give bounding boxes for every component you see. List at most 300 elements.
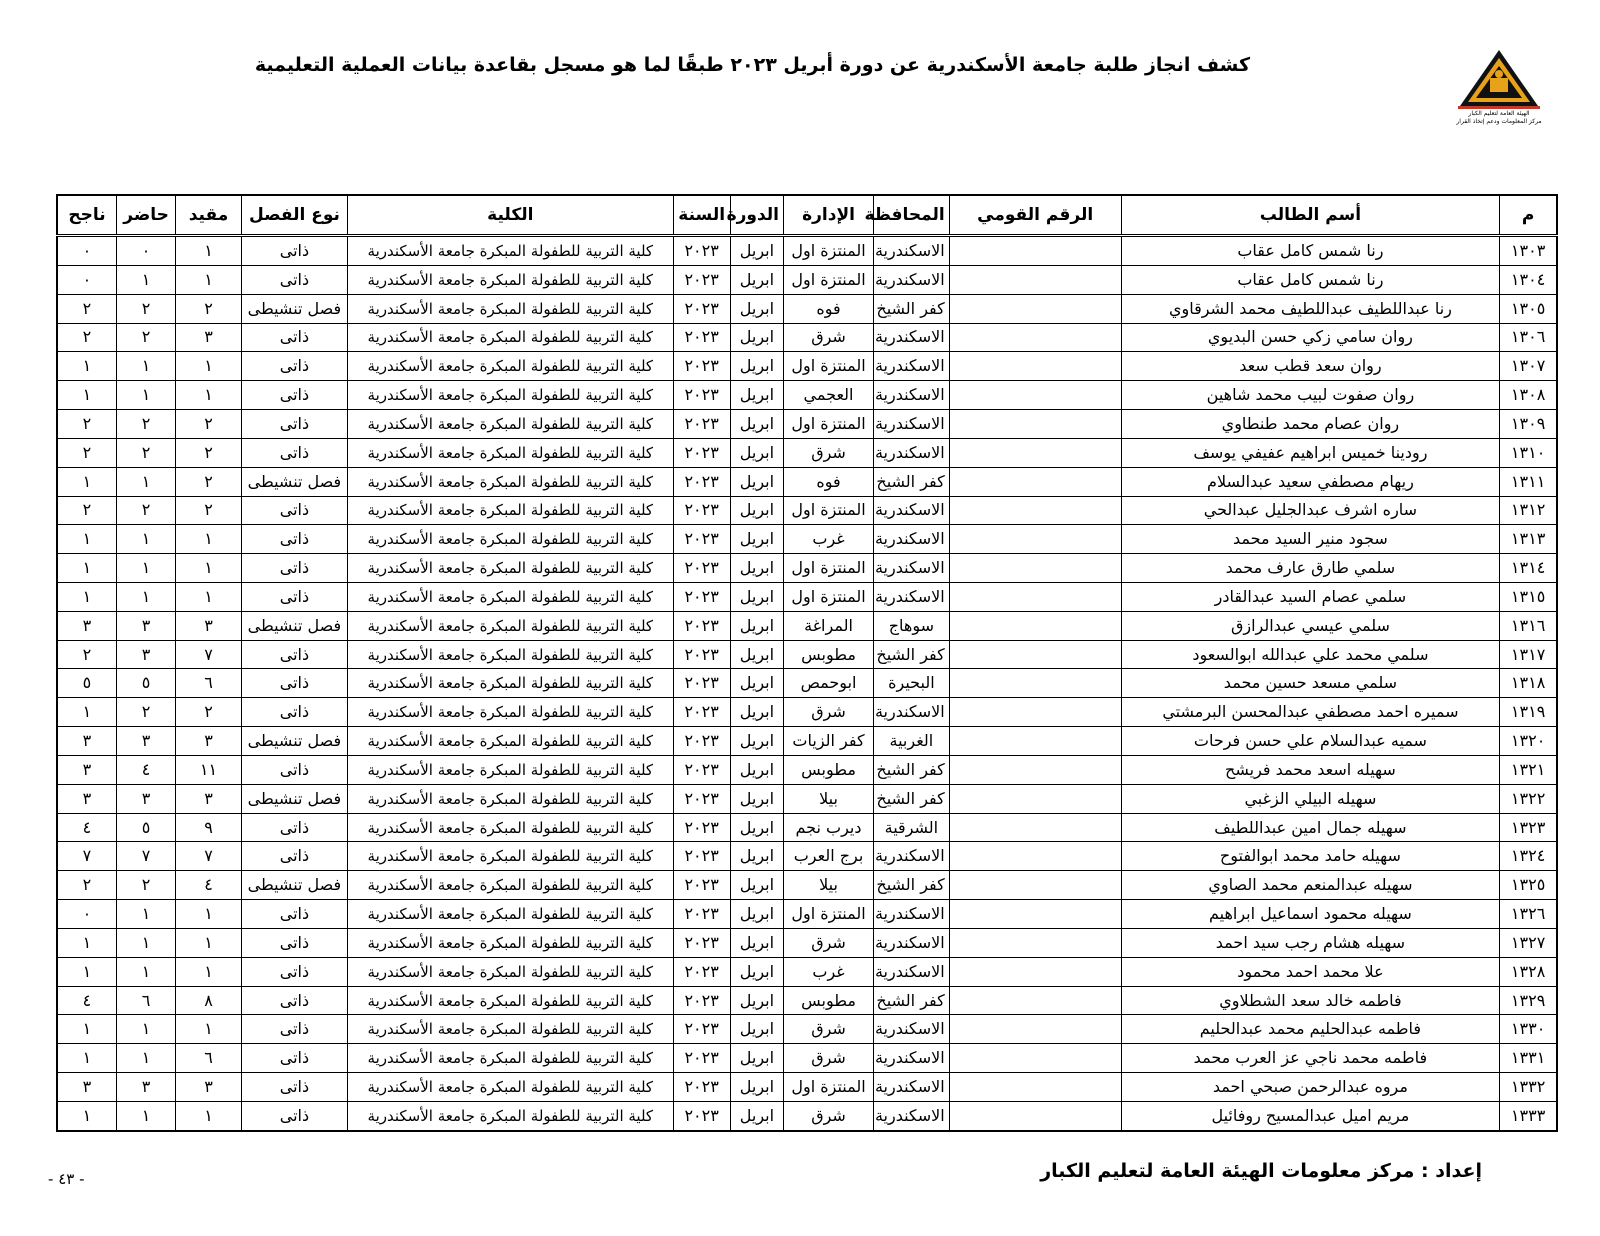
cell-student-name: سهيله عبدالمنعم محمد الصاوي xyxy=(1121,871,1500,900)
cell-cycle: ابريل xyxy=(730,583,783,612)
cell-year: ٢٠٢٣ xyxy=(673,381,730,410)
students-table xyxy=(56,194,1558,1132)
cell-governorate: الاسكندرية xyxy=(874,525,950,554)
cell-serial: ١٣٢٦ xyxy=(1500,900,1557,929)
cell-administration: المنتزة اول xyxy=(784,583,874,612)
cell-attended: ١ xyxy=(116,381,175,410)
cell-national-id xyxy=(949,265,1121,294)
cell-passed: ٥ xyxy=(57,669,116,698)
page-number: - ٤٣ - xyxy=(48,1170,85,1188)
cell-national-id xyxy=(949,236,1121,266)
cell-class-type: فصل تنشيطى xyxy=(241,871,347,900)
cell-cycle: ابريل xyxy=(730,727,783,756)
cell-governorate: سوهاج xyxy=(874,611,950,640)
table-row xyxy=(57,900,1557,929)
col-header-administration: الإدارة xyxy=(784,195,874,236)
cell-student-name: فاطمه محمد ناجي عز العرب محمد xyxy=(1121,1044,1500,1073)
cell-cycle: ابريل xyxy=(730,900,783,929)
pyramid-emblem-icon xyxy=(1450,48,1548,110)
cell-serial: ١٣٣١ xyxy=(1500,1044,1557,1073)
cell-student-name: رودينا خميس ابراهيم عفيفي يوسف xyxy=(1121,438,1500,467)
table-row xyxy=(57,265,1557,294)
cell-registered: ٣ xyxy=(176,784,241,813)
cell-national-id xyxy=(949,438,1121,467)
cell-attended: ١ xyxy=(116,467,175,496)
cell-registered: ٦ xyxy=(176,669,241,698)
cell-national-id xyxy=(949,583,1121,612)
cell-college: كلية التربية للطفولة المبكرة جامعة الأسكندرية xyxy=(348,813,673,842)
cell-student-name: سلمي عيسي عبدالرازق xyxy=(1121,611,1500,640)
cell-attended: ١ xyxy=(116,554,175,583)
cell-national-id xyxy=(949,698,1121,727)
cell-college: كلية التربية للطفولة المبكرة جامعة الأسكندرية xyxy=(348,871,673,900)
cell-administration: شرق xyxy=(784,1044,874,1073)
cell-serial: ١٣٣٠ xyxy=(1500,1015,1557,1044)
cell-registered: ٣ xyxy=(176,323,241,352)
cell-registered: ٧ xyxy=(176,842,241,871)
cell-student-name: رنا عبداللطيف عبداللطيف محمد الشرقاوي xyxy=(1121,294,1500,323)
cell-passed: ٠ xyxy=(57,265,116,294)
cell-serial: ١٣٠٨ xyxy=(1500,381,1557,410)
cell-governorate: الاسكندرية xyxy=(874,1044,950,1073)
cell-year: ٢٠٢٣ xyxy=(673,755,730,784)
cell-attended: ٥ xyxy=(116,669,175,698)
table-header-row xyxy=(57,195,1557,236)
cell-class-type: ذاتى xyxy=(241,1044,347,1073)
cell-governorate: كفر الشيخ xyxy=(874,294,950,323)
cell-cycle: ابريل xyxy=(730,755,783,784)
cell-class-type: ذاتى xyxy=(241,410,347,439)
cell-governorate: الاسكندرية xyxy=(874,236,950,266)
cell-attended: ١ xyxy=(116,1101,175,1131)
cell-college: كلية التربية للطفولة المبكرة جامعة الأسكندرية xyxy=(348,554,673,583)
cell-serial: ١٣١٥ xyxy=(1500,583,1557,612)
cell-attended: ٢ xyxy=(116,871,175,900)
cell-college: كلية التربية للطفولة المبكرة جامعة الأسكندرية xyxy=(348,957,673,986)
cell-governorate: كفر الشيخ xyxy=(874,871,950,900)
cell-governorate: الاسكندرية xyxy=(874,900,950,929)
cell-national-id xyxy=(949,871,1121,900)
cell-cycle: ابريل xyxy=(730,611,783,640)
table-row xyxy=(57,669,1557,698)
cell-class-type: ذاتى xyxy=(241,1073,347,1102)
cell-administration: شرق xyxy=(784,438,874,467)
table-row xyxy=(57,236,1557,266)
cell-attended: ١ xyxy=(116,525,175,554)
cell-college: كلية التربية للطفولة المبكرة جامعة الأسكندرية xyxy=(348,496,673,525)
cell-student-name: روان عصام محمد طنطاوي xyxy=(1121,410,1500,439)
cell-attended: ٢ xyxy=(116,698,175,727)
cell-serial: ١٣١٦ xyxy=(1500,611,1557,640)
cell-governorate: كفر الشيخ xyxy=(874,467,950,496)
cell-student-name: سلمي طارق عارف محمد xyxy=(1121,554,1500,583)
cell-college: كلية التربية للطفولة المبكرة جامعة الأسكندرية xyxy=(348,265,673,294)
table-row xyxy=(57,727,1557,756)
table-row xyxy=(57,467,1557,496)
cell-serial: ١٣١٩ xyxy=(1500,698,1557,727)
cell-registered: ١ xyxy=(176,381,241,410)
cell-serial: ١٣١٢ xyxy=(1500,496,1557,525)
cell-administration: المنتزة اول xyxy=(784,352,874,381)
cell-class-type: ذاتى xyxy=(241,352,347,381)
cell-attended: ٣ xyxy=(116,1073,175,1102)
cell-national-id xyxy=(949,784,1121,813)
cell-governorate: الاسكندرية xyxy=(874,1101,950,1131)
col-header-passed: ناجح xyxy=(57,195,116,236)
cell-passed: ١ xyxy=(57,352,116,381)
cell-governorate: الاسكندرية xyxy=(874,352,950,381)
cell-college: كلية التربية للطفولة المبكرة جامعة الأسكندرية xyxy=(348,1101,673,1131)
cell-class-type: ذاتى xyxy=(241,842,347,871)
cell-class-type: ذاتى xyxy=(241,813,347,842)
cell-year: ٢٠٢٣ xyxy=(673,554,730,583)
cell-attended: ١ xyxy=(116,900,175,929)
cell-cycle: ابريل xyxy=(730,294,783,323)
cell-registered: ١ xyxy=(176,1015,241,1044)
cell-passed: ١ xyxy=(57,583,116,612)
col-header-governorate: المحافظة xyxy=(874,195,950,236)
cell-attended: ١ xyxy=(116,583,175,612)
cell-registered: ١ xyxy=(176,1101,241,1131)
cell-national-id xyxy=(949,496,1121,525)
table-row xyxy=(57,294,1557,323)
cell-serial: ١٣٠٧ xyxy=(1500,352,1557,381)
cell-passed: ٠ xyxy=(57,900,116,929)
cell-college: كلية التربية للطفولة المبكرة جامعة الأسكندرية xyxy=(348,669,673,698)
cell-class-type: فصل تنشيطى xyxy=(241,727,347,756)
cell-college: كلية التربية للطفولة المبكرة جامعة الأسكندرية xyxy=(348,986,673,1015)
cell-student-name: سلمي محمد علي عبدالله ابوالسعود xyxy=(1121,640,1500,669)
cell-serial: ١٣١٠ xyxy=(1500,438,1557,467)
cell-college: كلية التربية للطفولة المبكرة جامعة الأسكندرية xyxy=(348,1044,673,1073)
cell-cycle: ابريل xyxy=(730,467,783,496)
cell-class-type: ذاتى xyxy=(241,583,347,612)
cell-passed: ٢ xyxy=(57,640,116,669)
col-header-class-type: نوع الفصل xyxy=(241,195,347,236)
cell-national-id xyxy=(949,755,1121,784)
cell-year: ٢٠٢٣ xyxy=(673,986,730,1015)
col-header-attended: حاضر xyxy=(116,195,175,236)
cell-serial: ١٣٢٢ xyxy=(1500,784,1557,813)
cell-attended: ٦ xyxy=(116,986,175,1015)
cell-serial: ١٣١٤ xyxy=(1500,554,1557,583)
cell-national-id xyxy=(949,1015,1121,1044)
col-header-cycle: الدورة xyxy=(730,195,783,236)
cell-administration: المراغة xyxy=(784,611,874,640)
cell-serial: ١٣٢٠ xyxy=(1500,727,1557,756)
cell-governorate: الاسكندرية xyxy=(874,554,950,583)
cell-administration: مطوبس xyxy=(784,640,874,669)
cell-national-id xyxy=(949,640,1121,669)
cell-governorate: كفر الشيخ xyxy=(874,986,950,1015)
cell-year: ٢٠٢٣ xyxy=(673,496,730,525)
cell-passed: ١ xyxy=(57,957,116,986)
cell-college: كلية التربية للطفولة المبكرة جامعة الأسكندرية xyxy=(348,1015,673,1044)
cell-year: ٢٠٢٣ xyxy=(673,438,730,467)
cell-national-id xyxy=(949,294,1121,323)
cell-registered: ٢ xyxy=(176,698,241,727)
table-row xyxy=(57,323,1557,352)
cell-registered: ٧ xyxy=(176,640,241,669)
cell-student-name: سميه عبدالسلام علي حسن فرحات xyxy=(1121,727,1500,756)
cell-administration: غرب xyxy=(784,525,874,554)
cell-serial: ١٣٠٤ xyxy=(1500,265,1557,294)
cell-serial: ١٣٠٣ xyxy=(1500,236,1557,266)
cell-year: ٢٠٢٣ xyxy=(673,236,730,266)
cell-national-id xyxy=(949,727,1121,756)
cell-class-type: ذاتى xyxy=(241,438,347,467)
cell-year: ٢٠٢٣ xyxy=(673,727,730,756)
cell-administration: مطوبس xyxy=(784,986,874,1015)
cell-class-type: ذاتى xyxy=(241,1101,347,1131)
cell-serial: ١٣٠٦ xyxy=(1500,323,1557,352)
cell-year: ٢٠٢٣ xyxy=(673,669,730,698)
cell-passed: ٣ xyxy=(57,727,116,756)
cell-administration: المنتزة اول xyxy=(784,554,874,583)
cell-administration: المنتزة اول xyxy=(784,900,874,929)
cell-administration: فوه xyxy=(784,467,874,496)
cell-administration: شرق xyxy=(784,1101,874,1131)
cell-year: ٢٠٢٣ xyxy=(673,871,730,900)
table-row xyxy=(57,554,1557,583)
cell-national-id xyxy=(949,986,1121,1015)
cell-governorate: البحيرة xyxy=(874,669,950,698)
cell-college: كلية التربية للطفولة المبكرة جامعة الأسكندرية xyxy=(348,323,673,352)
cell-national-id xyxy=(949,1044,1121,1073)
cell-cycle: ابريل xyxy=(730,438,783,467)
table-row xyxy=(57,871,1557,900)
table-row xyxy=(57,957,1557,986)
cell-administration: فوه xyxy=(784,294,874,323)
cell-governorate: الاسكندرية xyxy=(874,928,950,957)
cell-governorate: الاسكندرية xyxy=(874,698,950,727)
cell-year: ٢٠٢٣ xyxy=(673,1015,730,1044)
cell-serial: ١٣٢٤ xyxy=(1500,842,1557,871)
cell-cycle: ابريل xyxy=(730,1101,783,1131)
cell-passed: ٣ xyxy=(57,755,116,784)
cell-passed: ٧ xyxy=(57,842,116,871)
cell-cycle: ابريل xyxy=(730,1073,783,1102)
table-body xyxy=(57,236,1557,1132)
logo-caption-2: مركز المعلومات ودعم إتخاذ القرار xyxy=(1456,118,1542,125)
cell-year: ٢٠٢٣ xyxy=(673,583,730,612)
table-row xyxy=(57,583,1557,612)
cell-student-name: ريهام مصطفي سعيد عبدالسلام xyxy=(1121,467,1500,496)
cell-year: ٢٠٢٣ xyxy=(673,525,730,554)
cell-national-id xyxy=(949,467,1121,496)
cell-registered: ٢ xyxy=(176,496,241,525)
cell-attended: ١ xyxy=(116,352,175,381)
cell-registered: ١ xyxy=(176,236,241,266)
cell-cycle: ابريل xyxy=(730,813,783,842)
cell-college: كلية التربية للطفولة المبكرة جامعة الأسكندرية xyxy=(348,698,673,727)
cell-attended: ٢ xyxy=(116,438,175,467)
cell-national-id xyxy=(949,410,1121,439)
table-row xyxy=(57,640,1557,669)
cell-college: كلية التربية للطفولة المبكرة جامعة الأسكندرية xyxy=(348,583,673,612)
table-row xyxy=(57,842,1557,871)
cell-year: ٢٠٢٣ xyxy=(673,410,730,439)
cell-administration: ابوحمص xyxy=(784,669,874,698)
cell-registered: ١ xyxy=(176,525,241,554)
cell-cycle: ابريل xyxy=(730,842,783,871)
cell-cycle: ابريل xyxy=(730,698,783,727)
cell-registered: ٤ xyxy=(176,871,241,900)
cell-year: ٢٠٢٣ xyxy=(673,957,730,986)
cell-governorate: الاسكندرية xyxy=(874,438,950,467)
cell-cycle: ابريل xyxy=(730,410,783,439)
cell-passed: ١ xyxy=(57,698,116,727)
cell-cycle: ابريل xyxy=(730,640,783,669)
cell-cycle: ابريل xyxy=(730,381,783,410)
cell-national-id xyxy=(949,1101,1121,1131)
cell-passed: ٠ xyxy=(57,236,116,266)
cell-student-name: سهيله محمود اسماعيل ابراهيم xyxy=(1121,900,1500,929)
cell-national-id xyxy=(949,1073,1121,1102)
cell-registered: ٩ xyxy=(176,813,241,842)
cell-student-name: فاطمه عبدالحليم محمد عبدالحليم xyxy=(1121,1015,1500,1044)
cell-year: ٢٠٢٣ xyxy=(673,611,730,640)
cell-administration: مطوبس xyxy=(784,755,874,784)
cell-serial: ١٣٣٢ xyxy=(1500,1073,1557,1102)
cell-administration: المنتزة اول xyxy=(784,236,874,266)
table-row xyxy=(57,1101,1557,1131)
table-row xyxy=(57,813,1557,842)
cell-college: كلية التربية للطفولة المبكرة جامعة الأسكندرية xyxy=(348,525,673,554)
cell-college: كلية التربية للطفولة المبكرة جامعة الأسكندرية xyxy=(348,727,673,756)
cell-class-type: ذاتى xyxy=(241,957,347,986)
cell-governorate: الاسكندرية xyxy=(874,1073,950,1102)
cell-administration: العجمي xyxy=(784,381,874,410)
table-row xyxy=(57,438,1557,467)
cell-cycle: ابريل xyxy=(730,784,783,813)
page-title: كشف انجاز طلبة جامعة الأسكندرية عن دورة أبريل ٢٠٢٣ طبقًا لما هو مسجل بقاعدة بيانات العملية التعليمية xyxy=(254,54,1250,76)
cell-college: كلية التربية للطفولة المبكرة جامعة الأسكندرية xyxy=(348,438,673,467)
cell-student-name: سلمي عصام السيد عبدالقادر xyxy=(1121,583,1500,612)
cell-college: كلية التربية للطفولة المبكرة جامعة الأسكندرية xyxy=(348,381,673,410)
cell-administration: شرق xyxy=(784,698,874,727)
cell-administration: المنتزة اول xyxy=(784,1073,874,1102)
cell-year: ٢٠٢٣ xyxy=(673,698,730,727)
cell-governorate: كفر الشيخ xyxy=(874,755,950,784)
cell-registered: ٢ xyxy=(176,467,241,496)
cell-cycle: ابريل xyxy=(730,554,783,583)
cell-registered: ٣ xyxy=(176,1073,241,1102)
cell-student-name: فاطمه خالد سعد الشطلاوي xyxy=(1121,986,1500,1015)
cell-cycle: ابريل xyxy=(730,1015,783,1044)
cell-national-id xyxy=(949,525,1121,554)
cell-registered: ١ xyxy=(176,583,241,612)
cell-registered: ١١ xyxy=(176,755,241,784)
cell-class-type: ذاتى xyxy=(241,698,347,727)
logo-caption-1: الهيئة العامة لتعليم الكبار xyxy=(1468,110,1530,117)
cell-class-type: ذاتى xyxy=(241,1015,347,1044)
cell-serial: ١٣٢٥ xyxy=(1500,871,1557,900)
cell-class-type: فصل تنشيطى xyxy=(241,294,347,323)
cell-class-type: ذاتى xyxy=(241,496,347,525)
cell-year: ٢٠٢٣ xyxy=(673,900,730,929)
table-row xyxy=(57,928,1557,957)
cell-serial: ١٣١٧ xyxy=(1500,640,1557,669)
cell-attended: ١ xyxy=(116,928,175,957)
cell-serial: ١٣١٨ xyxy=(1500,669,1557,698)
cell-passed: ٤ xyxy=(57,813,116,842)
cell-administration: شرق xyxy=(784,928,874,957)
cell-serial: ١٣٠٥ xyxy=(1500,294,1557,323)
cell-attended: ١ xyxy=(116,1044,175,1073)
table-row xyxy=(57,352,1557,381)
cell-cycle: ابريل xyxy=(730,957,783,986)
cell-cycle: ابريل xyxy=(730,669,783,698)
table-row xyxy=(57,755,1557,784)
col-header-registered: مقيد xyxy=(176,195,241,236)
table-row xyxy=(57,410,1557,439)
cell-governorate: الاسكندرية xyxy=(874,381,950,410)
cell-administration: شرق xyxy=(784,1015,874,1044)
cell-college: كلية التربية للطفولة المبكرة جامعة الأسكندرية xyxy=(348,611,673,640)
cell-administration: المنتزة اول xyxy=(784,496,874,525)
cell-passed: ١ xyxy=(57,1015,116,1044)
cell-passed: ١ xyxy=(57,1101,116,1131)
cell-registered: ٦ xyxy=(176,1044,241,1073)
cell-class-type: ذاتى xyxy=(241,265,347,294)
col-header-student-name: أسم الطالب xyxy=(1121,195,1500,236)
cell-attended: ١ xyxy=(116,265,175,294)
cell-year: ٢٠٢٣ xyxy=(673,467,730,496)
cell-class-type: ذاتى xyxy=(241,323,347,352)
cell-serial: ١٣٢٧ xyxy=(1500,928,1557,957)
cell-cycle: ابريل xyxy=(730,265,783,294)
cell-registered: ٢ xyxy=(176,410,241,439)
cell-governorate: الاسكندرية xyxy=(874,957,950,986)
cell-administration: المنتزة اول xyxy=(784,265,874,294)
organization-logo xyxy=(1450,48,1548,128)
cell-attended: ٣ xyxy=(116,727,175,756)
col-header-national-id: الرقم القومي xyxy=(949,195,1121,236)
cell-student-name: سهيله البيلي الزغبي xyxy=(1121,784,1500,813)
table-row xyxy=(57,525,1557,554)
cell-passed: ١ xyxy=(57,525,116,554)
cell-passed: ١ xyxy=(57,381,116,410)
cell-serial: ١٣٢٣ xyxy=(1500,813,1557,842)
cell-attended: ١ xyxy=(116,957,175,986)
cell-student-name: روان سامي زكي حسن البديوي xyxy=(1121,323,1500,352)
cell-college: كلية التربية للطفولة المبكرة جامعة الأسكندرية xyxy=(348,236,673,266)
cell-college: كلية التربية للطفولة المبكرة جامعة الأسكندرية xyxy=(348,928,673,957)
cell-cycle: ابريل xyxy=(730,525,783,554)
cell-governorate: كفر الشيخ xyxy=(874,640,950,669)
cell-college: كلية التربية للطفولة المبكرة جامعة الأسكندرية xyxy=(348,842,673,871)
cell-college: كلية التربية للطفولة المبكرة جامعة الأسكندرية xyxy=(348,640,673,669)
cell-class-type: ذاتى xyxy=(241,669,347,698)
cell-attended: ٥ xyxy=(116,813,175,842)
cell-student-name: سجود منير السيد محمد xyxy=(1121,525,1500,554)
cell-administration: بيلا xyxy=(784,784,874,813)
cell-national-id xyxy=(949,611,1121,640)
cell-attended: ٢ xyxy=(116,323,175,352)
table-row xyxy=(57,1044,1557,1073)
cell-class-type: فصل تنشيطى xyxy=(241,784,347,813)
cell-passed: ٣ xyxy=(57,611,116,640)
cell-attended: ١ xyxy=(116,1015,175,1044)
cell-cycle: ابريل xyxy=(730,928,783,957)
cell-passed: ٢ xyxy=(57,294,116,323)
cell-governorate: الشرقية xyxy=(874,813,950,842)
cell-registered: ١ xyxy=(176,957,241,986)
cell-serial: ١٣٢١ xyxy=(1500,755,1557,784)
cell-student-name: سلمي مسعد حسين محمد xyxy=(1121,669,1500,698)
cell-registered: ١ xyxy=(176,265,241,294)
